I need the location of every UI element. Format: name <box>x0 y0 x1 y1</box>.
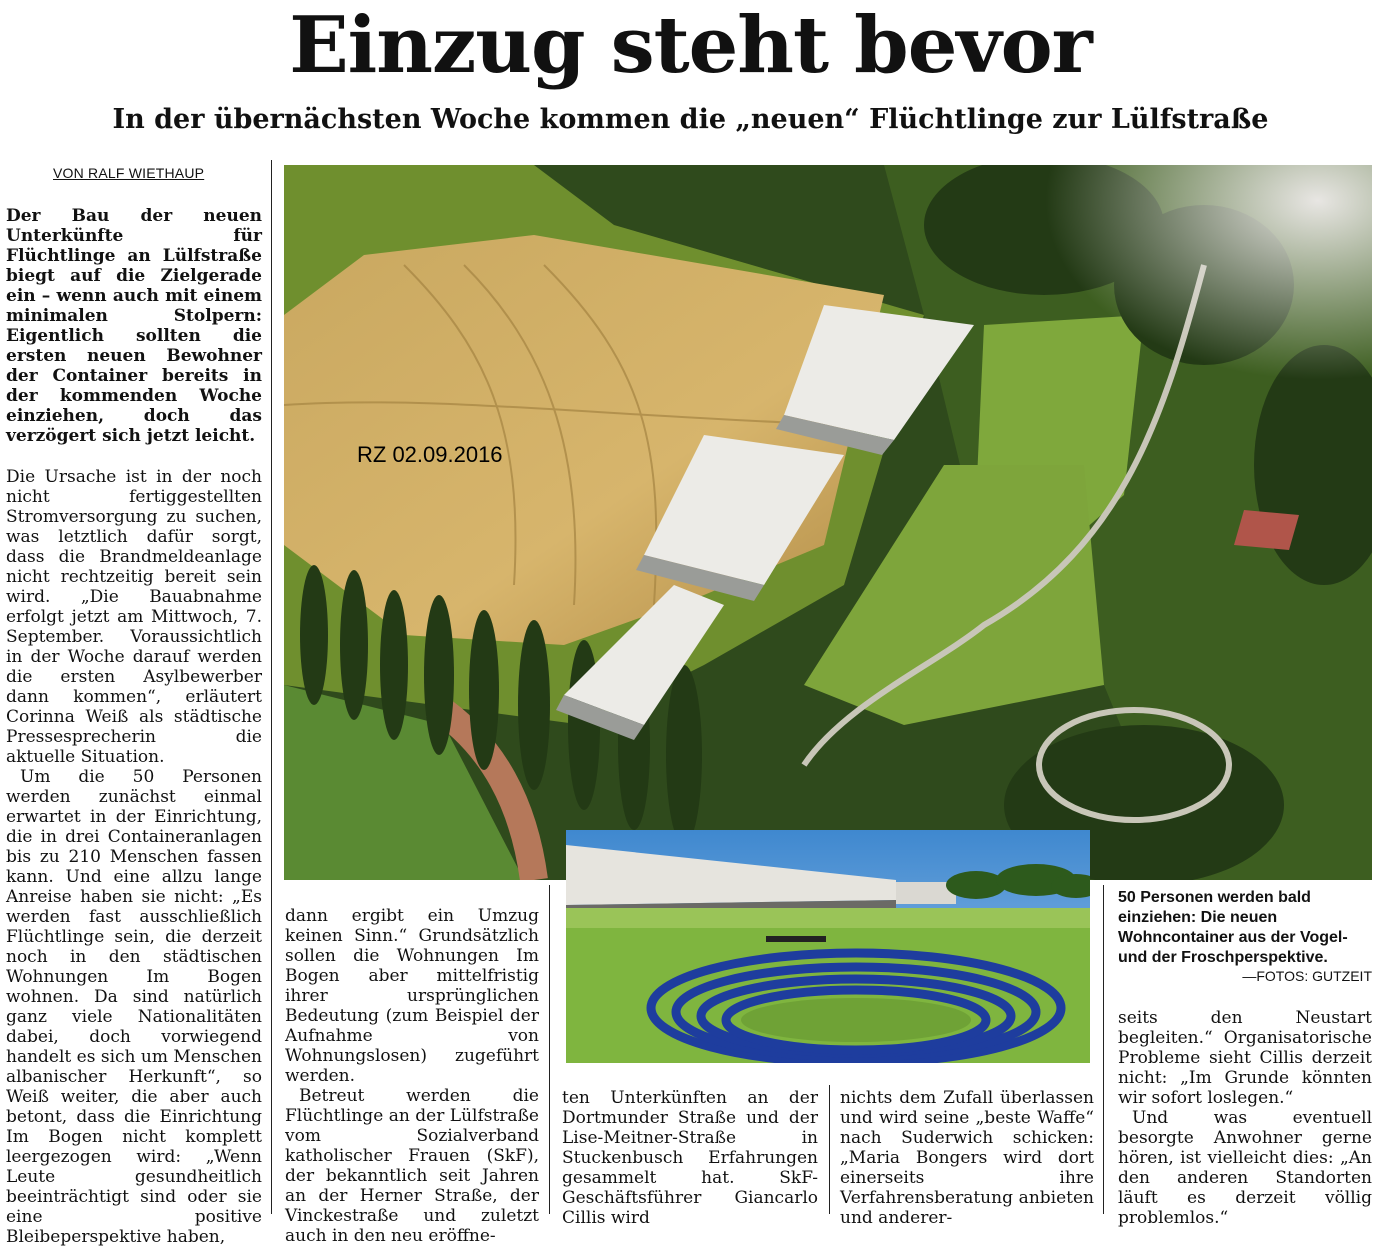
column-divider <box>829 1085 830 1214</box>
paragraph: seits den Neustart begleiten.“ Organisatorische Probleme sieht Cillis derzeit nicht: „Im Grunde könnten wir sofort loslegen.“ <box>1118 1008 1372 1108</box>
date-stamp: RZ 02.09.2016 <box>357 442 503 467</box>
ground-photo <box>566 830 1090 1063</box>
lead-paragraph: Der Bau der neuen Unterkünfte für Flüchtlinge an Lülfstraße biegt auf die Zielgerade ein – wenn auch mit einem minimalen Stolpern: Eigentlich sollten die ersten neuen Bewohner der Container bereits in der kommenden Woche einziehen, doch das verzögert sich jetzt leicht. <box>6 206 262 446</box>
article-column-3 <box>562 1088 818 1228</box>
article-column-5 <box>1118 1008 1372 1228</box>
paragraph: Und was eventuell besorgte Anwohner gerne hören, ist vielleicht dies: „An den anderen Standorten läuft es derzeit völlig problemlos.“ <box>1118 1108 1372 1228</box>
subheadline: In der übernächsten Woche kommen die „neuen“ Flüchtlinge zur Lülfstraße <box>112 104 1269 135</box>
paragraph: nichts dem Zufall überlassen und wird seine „beste Waffe“ nach Suderwich schicken: „Maria Bongers wird dort einerseits ihre Verfahrensberatung anbieten und anderer- <box>840 1088 1094 1228</box>
aerial-photo <box>284 165 1372 880</box>
photo-credit: —FOTOS: GUTZEIT <box>1242 968 1372 984</box>
article-column-2 <box>285 906 539 1246</box>
paragraph: Die Ursache ist in der noch nicht fertiggestellten Stromversorgung zu suchen, was letztlich dafür sorgt, dass die Brandmeldeanlage nicht rechtzeitig bereit sein wird. „Die Bauabnahme erfolgt jetzt am Mittwoch, 7. September. Voraussichtlich in der Woche darauf werden die ersten Asylbewerber dann kommen“, erläutert Corinna Weiß als städtische Pressesprecherin die aktuelle Situation. <box>6 467 262 767</box>
column-divider <box>549 885 550 1214</box>
photo-caption: 50 Personen werden bald einziehen: Die neuen Wohncontainer aus der Vogel- und der Froschperspektive. <box>1118 889 1348 966</box>
paragraph: ten Unterkünften an der Dortmunder Straße und der Lise-Meitner-Straße in Stuckenbusch Erfahrungen gesammelt hat. SkF-Geschäftsführer Giancarlo Cillis wird <box>562 1088 818 1228</box>
paragraph: dann ergibt ein Umzug keinen Sinn.“ Grundsätzlich sollen die Wohnungen Im Bogen aber mittelfristig ihrer ursprünglichen Bedeutung (zum Beispiel der Aufnahme von Wohnungslosen) zugeführt werden. <box>285 906 539 1086</box>
paragraph: Um die 50 Personen werden zunächst einmal erwartet in der Einrichtung, die in drei Containeranlagen bis zu 210 Menschen fassen kann. Und eine allzu lange Anreise haben sie nicht: „Es werden fast ausschließlich Flüchtlinge sein, die derzeit noch in den städtischen Wohnungen Im Bogen wohnen. Da sind natürlich ganz viele Nationalitäten dabei, doch vorwiegend handelt es sich um Menschen albanischer Herkunft“, so Weiß weiter, die aber auch betont, dass die Einrichtung Im Bogen nicht komplett leergezogen wird: „Wenn Leute gesundheitlich beeinträchtigt sind oder sie eine positive Bleibeperspektive haben, <box>6 767 262 1247</box>
article-column-4 <box>840 1088 1094 1228</box>
byline: VON RALF WIETHAUP <box>53 165 205 181</box>
column-divider <box>271 160 272 1214</box>
column-divider <box>1103 885 1104 1214</box>
headline: Einzug steht bevor <box>289 0 1092 91</box>
article-column-1 <box>6 467 262 1247</box>
paragraph: Betreut werden die Flüchtlinge an der Lülfstraße vom Sozialverband katholischer Frauen (SkF), der bekanntlich seit Jahren an der Herner Straße, der Vinckestraße und zuletzt auch in den neu eröffne- <box>285 1086 539 1246</box>
